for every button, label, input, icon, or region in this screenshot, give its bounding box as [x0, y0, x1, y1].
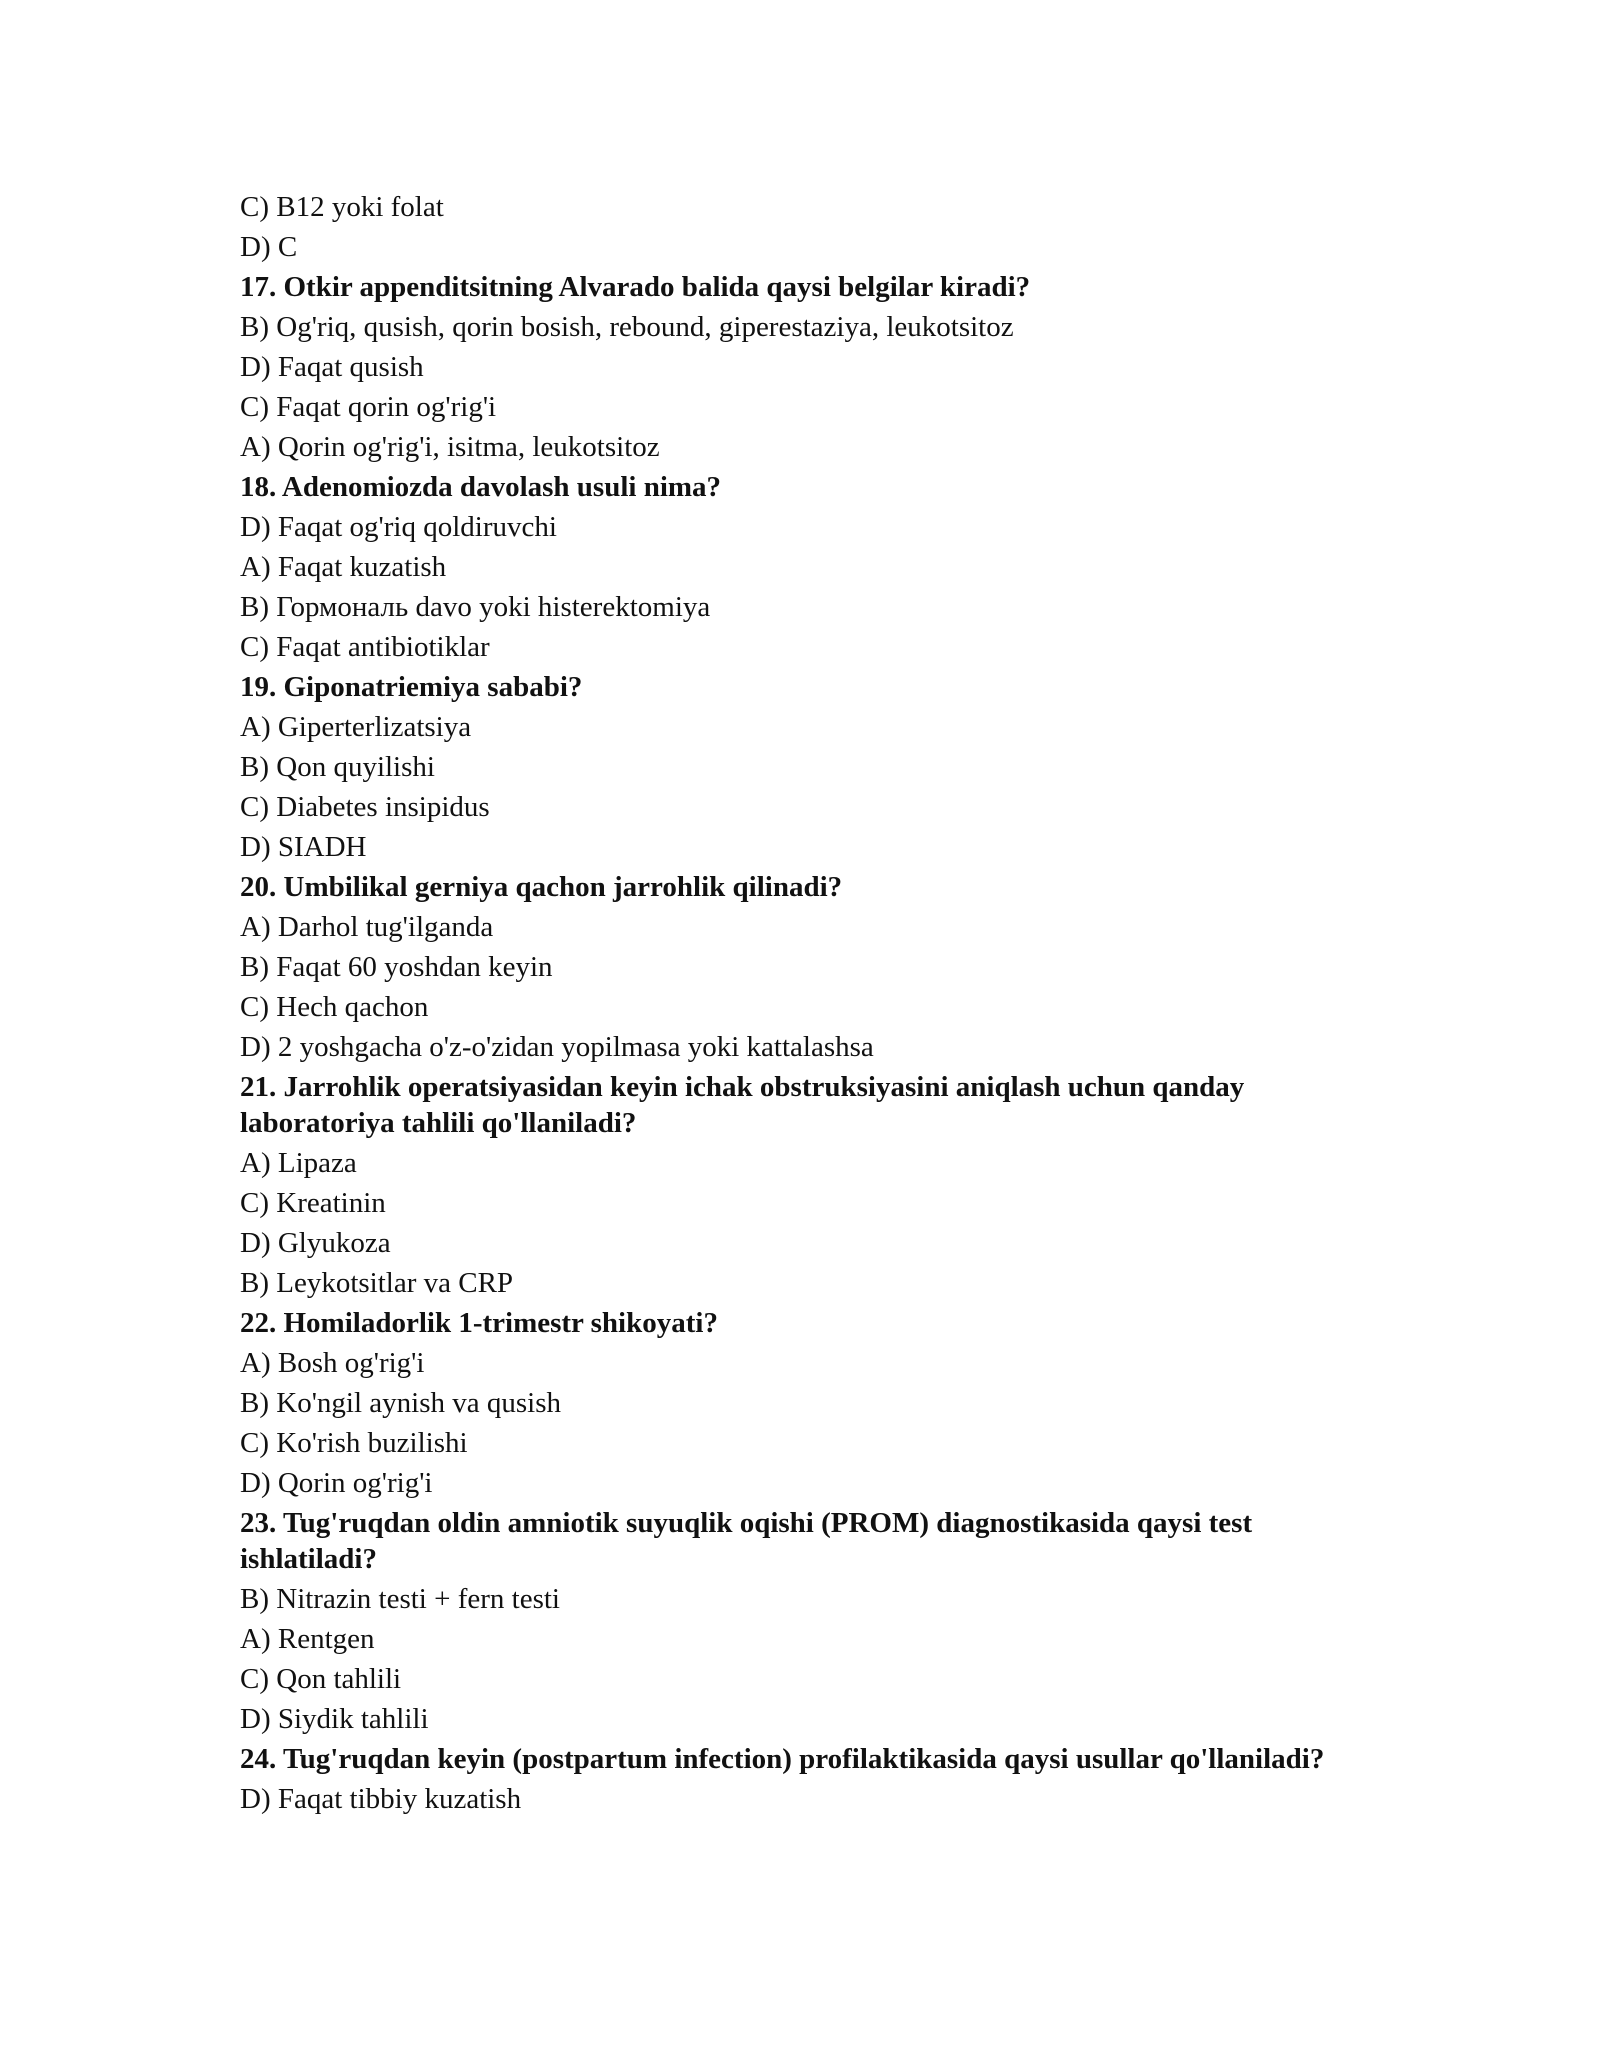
answer-option: A) Lipaza — [240, 1147, 357, 1179]
answer-option: C) Faqat qorin og'rig'i — [240, 391, 497, 423]
answer-option: B) Nitrazin testi + fern testi — [240, 1583, 560, 1615]
answer-option: D) C — [240, 231, 298, 263]
answer-option: D) Qorin og'rig'i — [240, 1467, 433, 1499]
question-24: 24. Tug'ruqdan keyin (postpartum infection) profilaktikasida qaysi usullar qo'llaniladi? — [240, 1743, 1325, 1775]
answer-option: C) Kreatinin — [240, 1187, 386, 1219]
answer-option: D) 2 yoshgacha o'z-o'zidan yopilmasa yoki kattalashsa — [240, 1031, 874, 1063]
answer-option: D) Faqat qusish — [240, 351, 424, 383]
question-22: 22. Homiladorlik 1-trimestr shikoyati? — [240, 1307, 718, 1339]
answer-option: D) Faqat og'riq qoldiruvchi — [240, 511, 557, 543]
answer-option: A) Giperterlizatsiya — [240, 711, 472, 743]
question-18: 18. Adenomiozda davolash usuli nima? — [240, 471, 722, 503]
question-17: 17. Otkir appenditsitning Alvarado balida qaysi belgilar kiradi? — [240, 271, 1031, 303]
answer-option: C) Hech qachon — [240, 991, 429, 1023]
answer-option: D) SIADH — [240, 831, 367, 863]
question-19: 19. Giponatriemiya sababi? — [240, 671, 583, 703]
answer-option: B) Og'riq, qusish, qorin bosish, rebound, giperestaziya, leukotsitoz — [240, 311, 1014, 343]
answer-option: D) Siydik tahlili — [240, 1703, 429, 1735]
answer-option: A) Darhol tug'ilganda — [240, 911, 494, 943]
answer-option: A) Rentgen — [240, 1623, 375, 1655]
question-21: 21. Jarrohlik operatsiyasidan keyin ichak obstruksiyasini aniqlash uchun qanday laboratoriya tahlili qo'llaniladi? — [240, 1071, 1245, 1139]
answer-option: B) Faqat 60 yoshdan keyin — [240, 951, 553, 983]
answer-option: D) Glyukoza — [240, 1227, 391, 1259]
answer-option: C) Diabetes insipidus — [240, 791, 490, 823]
answer-option: C) Ko'rish buzilishi — [240, 1427, 468, 1459]
question-20: 20. Umbilikal gerniya qachon jarrohlik qilinadi? — [240, 871, 843, 903]
answer-option: B) Leykotsitlar va CRP — [240, 1267, 514, 1299]
answer-option: D) Faqat tibbiy kuzatish — [240, 1783, 522, 1815]
answer-option: B) Гормональ davo yoki histerektomiya — [240, 591, 711, 623]
answer-option: C) Faqat antibiotiklar — [240, 631, 490, 663]
answer-option: C) B12 yoki folat — [240, 191, 444, 223]
answer-option: B) Qon quyilishi — [240, 751, 435, 783]
answer-option: C) Qon tahlili — [240, 1663, 402, 1695]
answer-option: A) Faqat kuzatish — [240, 551, 447, 583]
answer-option: B) Ko'ngil aynish va qusish — [240, 1387, 561, 1419]
answer-option: A) Bosh og'rig'i — [240, 1347, 425, 1379]
document-page — [240, 187, 1370, 1819]
question-23: 23. Tug'ruqdan oldin amniotik suyuqlik oqishi (PROM) diagnostikasida qaysi test ishlatiladi? — [240, 1507, 1253, 1575]
answer-option: A) Qorin og'rig'i, isitma, leukotsitoz — [240, 431, 660, 463]
